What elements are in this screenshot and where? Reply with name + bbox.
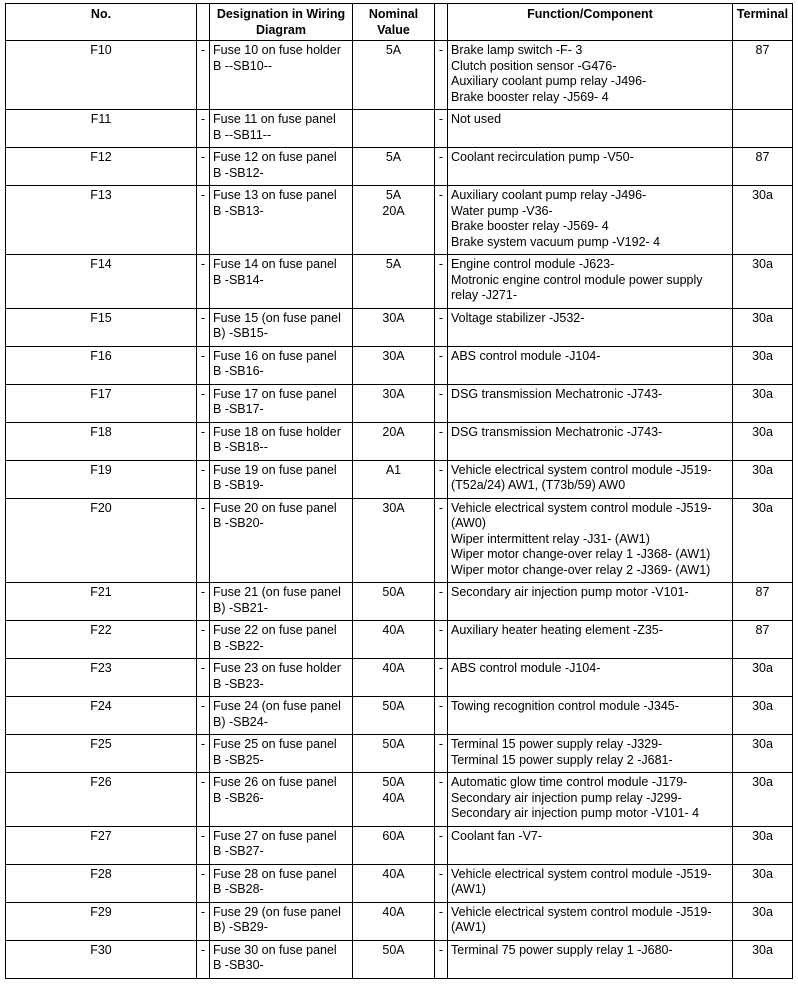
dash-separator: - — [435, 346, 448, 384]
cell-line: B -SB13- — [213, 203, 264, 218]
function-cell — [448, 422, 733, 460]
dash-separator: - — [197, 255, 210, 309]
cell-line: B -SB18-- — [213, 440, 268, 454]
designation-cell — [210, 659, 353, 697]
function-cell — [448, 148, 733, 186]
terminal-cell: 30a — [733, 659, 793, 697]
dash-separator: - — [197, 186, 210, 255]
table-row — [6, 308, 793, 346]
terminal-cell: 30a — [733, 460, 793, 498]
function-cell — [448, 384, 733, 422]
designation-cell — [210, 422, 353, 460]
header-terminal: Terminal — [733, 4, 793, 41]
cell-line: relay -J271- — [451, 288, 517, 302]
dash-separator: - — [435, 41, 448, 110]
designation-cell — [210, 902, 353, 940]
cell-line: Vehicle electrical system control module -J519- — [451, 500, 712, 515]
terminal-cell: 30a — [733, 422, 793, 460]
dash-separator: - — [435, 940, 448, 978]
function-cell — [448, 583, 733, 621]
terminal-cell: 30a — [733, 384, 793, 422]
fuse-number: F10 — [6, 41, 197, 110]
cell-line: Voltage stabilizer -J532- — [451, 310, 585, 325]
cell-line: B -SB23- — [213, 676, 264, 691]
dash-separator: - — [197, 346, 210, 384]
header-row — [6, 4, 793, 41]
function-cell — [448, 659, 733, 697]
cell-line: 5A — [385, 150, 402, 164]
cell-line: Fuse 17 on fuse panel — [213, 386, 337, 401]
designation-cell — [210, 148, 353, 186]
cell-line: B -SB14- — [213, 272, 264, 287]
cell-line: 20A — [382, 424, 405, 439]
table-row — [6, 902, 793, 940]
cell-line: 40A — [382, 661, 405, 675]
cell-line: B -SB26- — [213, 790, 264, 805]
designation-cell — [210, 186, 353, 255]
cell-line: Fuse 25 on fuse panel — [213, 737, 337, 751]
table-row — [6, 422, 793, 460]
cell-line: 50A — [382, 737, 405, 751]
fuse-number: F18 — [6, 422, 197, 460]
cell-line: Wiper motor change-over relay 1 -J368- (AW1) — [451, 547, 711, 561]
function-cell — [448, 864, 733, 902]
table-row — [6, 498, 793, 583]
terminal-cell: 30a — [733, 773, 793, 827]
fuse-number: F16 — [6, 346, 197, 384]
cell-line: Brake booster relay -J569- 4 — [451, 219, 609, 233]
terminal-cell: 30a — [733, 826, 793, 864]
cell-line: 50A — [382, 775, 405, 789]
cell-line: Towing recognition control module -J345- — [451, 699, 679, 713]
fuse-number: F25 — [6, 735, 197, 773]
cell-line: Fuse 11 on fuse panel — [213, 112, 336, 126]
cell-line: (AW1) — [451, 882, 486, 896]
cell-line: Fuse 23 on fuse holder — [213, 661, 341, 675]
designation-cell — [210, 826, 353, 864]
designation-cell — [210, 864, 353, 902]
cell-line: Fuse 21 (on fuse panel — [213, 585, 341, 599]
function-cell — [448, 186, 733, 255]
terminal-cell: 30a — [733, 697, 793, 735]
fuse-number: F24 — [6, 697, 197, 735]
nominal-value-cell — [353, 826, 435, 864]
cell-line: Fuse 18 on fuse holder — [213, 424, 341, 439]
terminal-cell: 87 — [733, 583, 793, 621]
terminal-cell: 87 — [733, 41, 793, 110]
cell-line: B -SB16- — [213, 364, 264, 378]
designation-cell — [210, 41, 353, 110]
cell-line: Fuse 26 on fuse panel — [213, 775, 337, 789]
nominal-value-cell — [353, 902, 435, 940]
designation-cell — [210, 460, 353, 498]
cell-line: (AW0) — [451, 516, 486, 530]
fuse-number: F21 — [6, 583, 197, 621]
function-cell — [448, 346, 733, 384]
dash-separator: - — [197, 864, 210, 902]
cell-line: Automatic glow time control module -J179- — [451, 775, 688, 789]
designation-cell — [210, 110, 353, 148]
terminal-cell: 30a — [733, 902, 793, 940]
dash-separator: - — [435, 255, 448, 309]
cell-line: Engine control module -J623- — [451, 257, 615, 271]
cell-line: Fuse 24 (on fuse panel — [213, 699, 341, 713]
nominal-value-cell — [353, 422, 435, 460]
cell-line: B) -SB29- — [213, 920, 268, 934]
terminal-cell: 30a — [733, 864, 793, 902]
cell-line: 50A — [382, 585, 405, 599]
cell-line: Vehicle electrical system control module -J519- — [451, 866, 712, 881]
cell-line: B) -SB24- — [213, 714, 268, 729]
dash-separator: - — [435, 148, 448, 186]
cell-line: B -SB25- — [213, 752, 264, 767]
cell-line: Fuse 14 on fuse panel — [213, 257, 337, 271]
cell-line: Fuse 28 on fuse panel — [213, 866, 337, 881]
table-row — [6, 735, 793, 773]
cell-line: B -SB17- — [213, 402, 264, 416]
dash-separator: - — [197, 110, 210, 148]
cell-line: 5A — [385, 43, 402, 57]
terminal-cell: 30a — [733, 498, 793, 583]
terminal-cell: 87 — [733, 621, 793, 659]
cell-line: Terminal 15 power supply relay -J329- — [451, 737, 663, 751]
dash-separator: - — [435, 659, 448, 697]
header-nominal-value: Nominal Value — [353, 4, 435, 41]
designation-cell — [210, 940, 353, 978]
dash-separator: - — [197, 498, 210, 583]
cell-line: Fuse 29 (on fuse panel — [213, 904, 341, 919]
nominal-value-cell — [353, 864, 435, 902]
cell-line: Auxiliary heater heating element -Z35- — [451, 623, 663, 637]
designation-cell — [210, 735, 353, 773]
fuse-number: F28 — [6, 864, 197, 902]
cell-line: Fuse 12 on fuse panel — [213, 150, 337, 164]
function-cell — [448, 773, 733, 827]
dash-separator: - — [435, 308, 448, 346]
cell-line: B -SB22- — [213, 638, 264, 653]
dash-separator: - — [435, 110, 448, 148]
cell-line: Auxiliary coolant pump relay -J496- — [451, 188, 647, 202]
nominal-value-cell — [353, 384, 435, 422]
dash-separator: - — [435, 773, 448, 827]
function-cell — [448, 621, 733, 659]
dash-separator: - — [197, 735, 210, 773]
table-row — [6, 186, 793, 255]
nominal-value-cell — [353, 621, 435, 659]
cell-line: Fuse 13 on fuse panel — [213, 188, 337, 202]
dash-separator: - — [197, 621, 210, 659]
cell-line: Vehicle electrical system control module -J519- — [451, 462, 712, 477]
terminal-cell: 87 — [733, 148, 793, 186]
cell-line: B) -SB21- — [213, 600, 268, 615]
fuse-number: F22 — [6, 621, 197, 659]
table-row — [6, 460, 793, 498]
table-row — [6, 346, 793, 384]
nominal-value-cell — [353, 735, 435, 773]
designation-cell — [210, 308, 353, 346]
cell-line: Fuse 16 on fuse panel — [213, 348, 337, 363]
dash-separator: - — [435, 902, 448, 940]
table-row — [6, 583, 793, 621]
cell-line: A1 — [385, 462, 402, 477]
fuse-number: F26 — [6, 773, 197, 827]
dash-separator: - — [197, 659, 210, 697]
fuse-number: F20 — [6, 498, 197, 583]
cell-line: Coolant fan -V7- — [451, 828, 543, 843]
cell-line: DSG transmission Mechatronic -J743- — [451, 386, 663, 401]
table-row — [6, 659, 793, 697]
cell-line: Terminal 15 power supply relay 2 -J681- — [451, 752, 673, 767]
dash-separator: - — [197, 773, 210, 827]
cell-line: ABS control module -J104- — [451, 661, 601, 675]
terminal-cell: 30a — [733, 308, 793, 346]
dash-separator: - — [435, 384, 448, 422]
function-cell — [448, 498, 733, 583]
table-row — [6, 255, 793, 309]
dash-separator: - — [197, 384, 210, 422]
cell-line: Wiper motor change-over relay 2 -J369- (AW1) — [451, 562, 711, 577]
cell-line: Water pump -V36- — [451, 203, 553, 218]
header-designation: Designation in Wiring Diagram — [210, 4, 353, 41]
table-row — [6, 773, 793, 827]
table-row — [6, 940, 793, 978]
nominal-value-cell — [353, 697, 435, 735]
dash-separator: - — [197, 308, 210, 346]
function-cell — [448, 902, 733, 940]
designation-cell — [210, 621, 353, 659]
designation-cell — [210, 498, 353, 583]
terminal-cell: 30a — [733, 186, 793, 255]
terminal-cell: 30a — [733, 346, 793, 384]
dash-separator: - — [435, 826, 448, 864]
cell-line: B -SB30- — [213, 958, 264, 972]
cell-line: Secondary air injection pump relay -J299- — [451, 790, 682, 805]
designation-cell — [210, 384, 353, 422]
cell-line: 40A — [382, 623, 405, 637]
cell-line: 40A — [382, 866, 405, 881]
cell-line: 30A — [382, 500, 405, 515]
table-row — [6, 621, 793, 659]
cell-line: 5A — [385, 257, 402, 271]
fuse-number: F14 — [6, 255, 197, 309]
cell-line: Coolant recirculation pump -V50- — [451, 150, 634, 164]
cell-line: Secondary air injection pump motor -V101- 4 — [451, 806, 700, 820]
designation-cell — [210, 773, 353, 827]
cell-line: B -SB12- — [213, 165, 264, 180]
cell-line: 5A — [385, 188, 402, 202]
function-cell — [448, 308, 733, 346]
dash-separator: - — [197, 148, 210, 186]
dash-separator: - — [197, 41, 210, 110]
cell-line: Wiper intermittent relay -J31- (AW1) — [451, 531, 650, 546]
header-no: No. — [6, 4, 197, 41]
dash-separator: - — [435, 697, 448, 735]
cell-line: Brake system vacuum pump -V192- 4 — [451, 234, 661, 249]
dash-separator: - — [435, 422, 448, 460]
header-spacer — [197, 4, 210, 41]
cell-line: 40A — [382, 790, 405, 805]
cell-line: 50A — [382, 699, 405, 713]
nominal-value-cell — [353, 659, 435, 697]
nominal-value-cell — [353, 773, 435, 827]
fuse-number: F15 — [6, 308, 197, 346]
dash-separator: - — [435, 735, 448, 773]
nominal-value-cell — [353, 460, 435, 498]
nominal-value-cell — [353, 148, 435, 186]
cell-line: Brake booster relay -J569- 4 — [451, 89, 609, 104]
fuse-table — [5, 3, 793, 979]
cell-line: 30A — [382, 310, 405, 325]
fuse-number: F17 — [6, 384, 197, 422]
function-cell — [448, 255, 733, 309]
fuse-number: F12 — [6, 148, 197, 186]
fuse-number: F27 — [6, 826, 197, 864]
cell-line: B -SB19- — [213, 478, 264, 492]
function-cell — [448, 697, 733, 735]
fuse-number: F11 — [6, 110, 197, 148]
dash-separator: - — [435, 864, 448, 902]
cell-line: 30A — [382, 348, 405, 363]
dash-separator: - — [435, 460, 448, 498]
dash-separator: - — [435, 621, 448, 659]
function-cell — [448, 826, 733, 864]
cell-line: Secondary air injection pump motor -V101- — [451, 585, 689, 599]
fuse-number: F19 — [6, 460, 197, 498]
table-row — [6, 697, 793, 735]
cell-line: 50A — [382, 942, 405, 957]
function-cell — [448, 110, 733, 148]
nominal-value-cell — [353, 346, 435, 384]
cell-line: Fuse 27 on fuse panel — [213, 828, 337, 843]
cell-line: Fuse 19 on fuse panel — [213, 462, 337, 477]
dash-separator: - — [197, 826, 210, 864]
cell-line: Not used — [451, 112, 502, 126]
function-cell — [448, 940, 733, 978]
dash-separator: - — [197, 583, 210, 621]
designation-cell — [210, 346, 353, 384]
fuse-number: F30 — [6, 940, 197, 978]
cell-line: Motronic engine control module power supply — [451, 272, 703, 287]
dash-separator: - — [435, 583, 448, 621]
cell-line: B --SB11-- — [213, 127, 272, 142]
cell-line: 40A — [382, 904, 405, 919]
designation-cell — [210, 583, 353, 621]
terminal-cell: 30a — [733, 940, 793, 978]
dash-separator: - — [197, 422, 210, 460]
cell-line: Fuse 15 (on fuse panel — [213, 310, 341, 325]
cell-line: (AW1) — [451, 920, 486, 934]
nominal-value-cell — [353, 255, 435, 309]
dash-separator: - — [435, 498, 448, 583]
cell-line: Fuse 10 on fuse holder — [213, 43, 341, 57]
cell-line: B) -SB15- — [213, 326, 268, 340]
table-row — [6, 110, 793, 148]
nominal-value-cell — [353, 308, 435, 346]
dash-separator: - — [197, 460, 210, 498]
nominal-value-cell — [353, 498, 435, 583]
cell-line: B -SB28- — [213, 882, 264, 896]
nominal-value-cell — [353, 41, 435, 110]
cell-line: Auxiliary coolant pump relay -J496- — [451, 74, 647, 88]
fuse-number: F29 — [6, 902, 197, 940]
table-row — [6, 864, 793, 902]
cell-line: Clutch position sensor -G476- — [451, 58, 617, 73]
dash-separator: - — [197, 902, 210, 940]
terminal-cell — [733, 110, 793, 148]
table-row — [6, 148, 793, 186]
cell-line: ABS control module -J104- — [451, 348, 601, 363]
designation-cell — [210, 255, 353, 309]
cell-line: Brake lamp switch -F- 3 — [451, 43, 583, 57]
cell-line: Fuse 20 on fuse panel — [213, 500, 337, 515]
cell-line: DSG transmission Mechatronic -J743- — [451, 424, 663, 439]
function-cell — [448, 735, 733, 773]
cell-line: 60A — [382, 828, 405, 843]
cell-line: B --SB10-- — [213, 58, 273, 73]
fuse-number: F23 — [6, 659, 197, 697]
header-function: Function/Component — [448, 4, 733, 41]
terminal-cell: 30a — [733, 735, 793, 773]
dash-separator: - — [197, 940, 210, 978]
table-row — [6, 41, 793, 110]
nominal-value-cell — [353, 186, 435, 255]
terminal-cell: 30a — [733, 255, 793, 309]
function-cell — [448, 41, 733, 110]
nominal-value-cell — [353, 583, 435, 621]
function-cell — [448, 460, 733, 498]
dash-separator: - — [435, 186, 448, 255]
nominal-value-cell — [353, 940, 435, 978]
fuse-number: F13 — [6, 186, 197, 255]
cell-line: Terminal 75 power supply relay 1 -J680- — [451, 942, 673, 957]
dash-separator: - — [197, 697, 210, 735]
cell-line: B -SB20- — [213, 516, 264, 530]
cell-line: 30A — [382, 386, 405, 401]
table-row — [6, 384, 793, 422]
cell-line: B -SB27- — [213, 844, 264, 858]
table-row — [6, 826, 793, 864]
cell-line: Fuse 30 on fuse panel — [213, 942, 337, 957]
cell-line: (T52a/24) AW1, (T73b/59) AW0 — [451, 478, 626, 492]
designation-cell — [210, 697, 353, 735]
cell-line: Fuse 22 on fuse panel — [213, 623, 337, 637]
header-spacer — [435, 4, 448, 41]
cell-line: 20A — [382, 203, 405, 218]
nominal-value-cell — [353, 110, 435, 148]
cell-line: Vehicle electrical system control module -J519- — [451, 904, 712, 919]
